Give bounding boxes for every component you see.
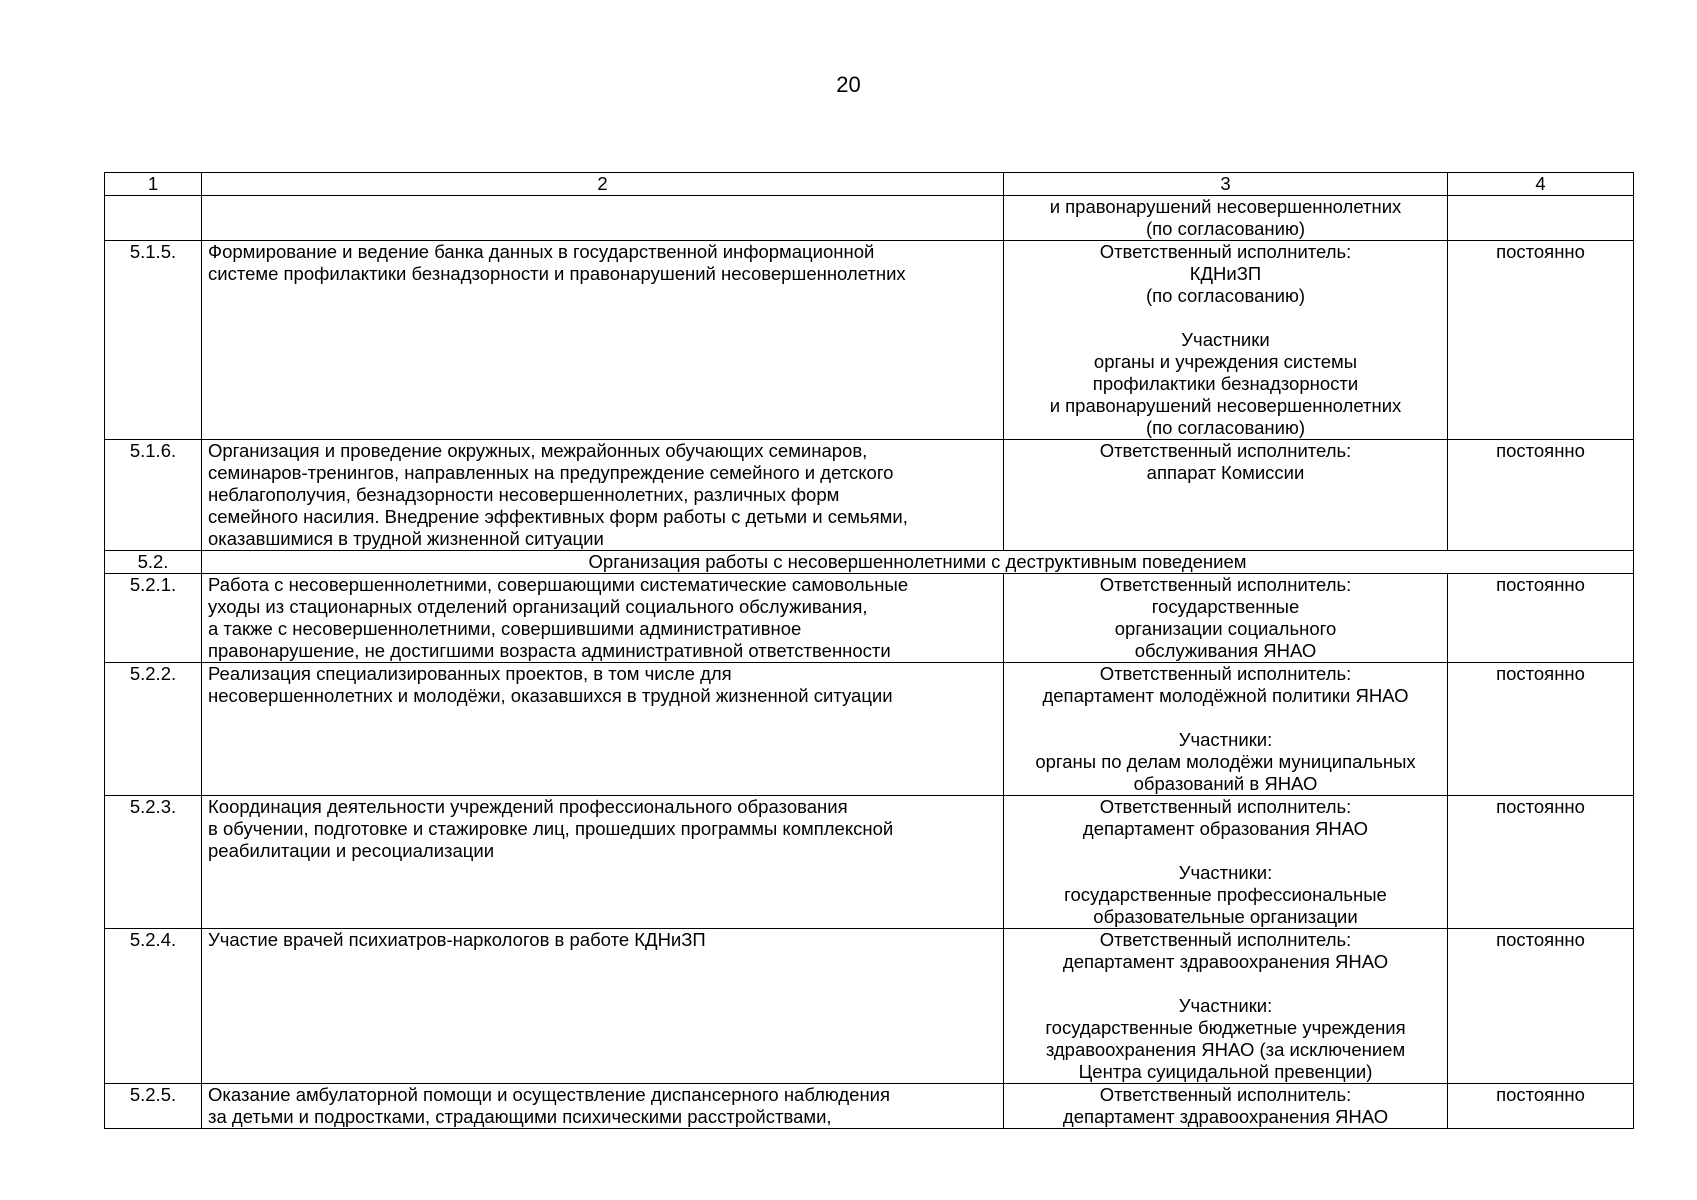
row-term: постоянно — [1448, 1084, 1634, 1129]
row-responsible: Ответственный исполнитель: департамент здравоохранения ЯНАО Участники: государственные бюджетные учреждения здравоохранения ЯНАО (за исключением Центра суицидальной превенции) — [1004, 929, 1448, 1084]
row-number: 5.1.5. — [105, 241, 202, 440]
section-title: Организация работы с несовершеннолетними с деструктивным поведением — [202, 551, 1634, 574]
row-responsible: Ответственный исполнитель: КДНиЗП (по согласованию) Участники органы и учреждения системы профилактики безнадзорности и правонарушений несовершеннолетних (по согласованию) — [1004, 241, 1448, 440]
row-number — [105, 196, 202, 241]
page-number: 20 — [836, 72, 861, 97]
row-number: 5.1.6. — [105, 440, 202, 551]
row-term: постоянно — [1448, 663, 1634, 796]
table-row — [105, 241, 1634, 440]
table-row — [105, 796, 1634, 929]
row-responsible: Ответственный исполнитель: департамент образования ЯНАО Участники: государственные профессиональные образовательные организации — [1004, 796, 1448, 929]
row-action: Работа с несовершеннолетними, совершающими систематические самовольные уходы из стационарных отделений организаций социального обслуживания, а также с несовершеннолетними, совершившими административное правонарушение, не достигшими возраста административной ответственности — [202, 574, 1004, 663]
row-number: 5.2.2. — [105, 663, 202, 796]
table-row — [105, 440, 1634, 551]
row-term: постоянно — [1448, 241, 1634, 440]
row-responsible: Ответственный исполнитель: аппарат Комиссии — [1004, 440, 1448, 551]
table-row — [105, 1084, 1634, 1129]
row-action: Оказание амбулаторной помощи и осуществление диспансерного наблюдения за детьми и подростками, страдающими психическими расстройствами, — [202, 1084, 1004, 1129]
header-cell-2: 2 — [202, 173, 1004, 196]
row-action: Координация деятельности учреждений профессионального образования в обучении, подготовке и стажировке лиц, прошедших программы комплексной реабилитации и ресоциализации — [202, 796, 1004, 929]
section-row — [105, 551, 1634, 574]
row-action: Участие врачей психиатров-наркологов в работе КДНиЗП — [202, 929, 1004, 1084]
row-term: постоянно — [1448, 796, 1634, 929]
table-row — [105, 929, 1634, 1084]
row-term: постоянно — [1448, 929, 1634, 1084]
row-term — [1448, 196, 1634, 241]
row-term: постоянно — [1448, 574, 1634, 663]
header-cell-3: 3 — [1004, 173, 1448, 196]
row-action: Формирование и ведение банка данных в государственной информационной системе профилактики безнадзорности и правонарушений несовершеннолетних — [202, 241, 1004, 440]
row-number: 5.2.1. — [105, 574, 202, 663]
section-number: 5.2. — [105, 551, 202, 574]
row-responsible: Ответственный исполнитель: департамент здравоохранения ЯНАО — [1004, 1084, 1448, 1129]
table-row — [105, 196, 1634, 241]
row-responsible: Ответственный исполнитель: государственные организации социального обслуживания ЯНАО — [1004, 574, 1448, 663]
row-number: 5.2.4. — [105, 929, 202, 1084]
header-cell-1: 1 — [105, 173, 202, 196]
table-row — [105, 663, 1634, 796]
row-action: Организация и проведение окружных, межрайонных обучающих семинаров, семинаров-тренингов, направленных на предупреждение семейного и детского неблагополучия, безнадзорности несовершеннолетних, различных форм семейного насилия. Внедрение эффективных форм работы с детьми и семьями, оказавшимися в трудной жизненной ситуации — [202, 440, 1004, 551]
row-term: постоянно — [1448, 440, 1634, 551]
row-number: 5.2.3. — [105, 796, 202, 929]
action-plan-table — [104, 172, 1634, 1129]
row-responsible: и правонарушений несовершеннолетних (по согласованию) — [1004, 196, 1448, 241]
table-row — [105, 574, 1634, 663]
row-number: 5.2.5. — [105, 1084, 202, 1129]
header-row — [105, 173, 1634, 196]
header-cell-4: 4 — [1448, 173, 1634, 196]
row-responsible: Ответственный исполнитель: департамент молодёжной политики ЯНАО Участники: органы по делам молодёжи муниципальных образований в ЯНАО — [1004, 663, 1448, 796]
row-action — [202, 196, 1004, 241]
row-action: Реализация специализированных проектов, в том числе для несовершеннолетних и молодёжи, оказавшихся в трудной жизненной ситуации — [202, 663, 1004, 796]
